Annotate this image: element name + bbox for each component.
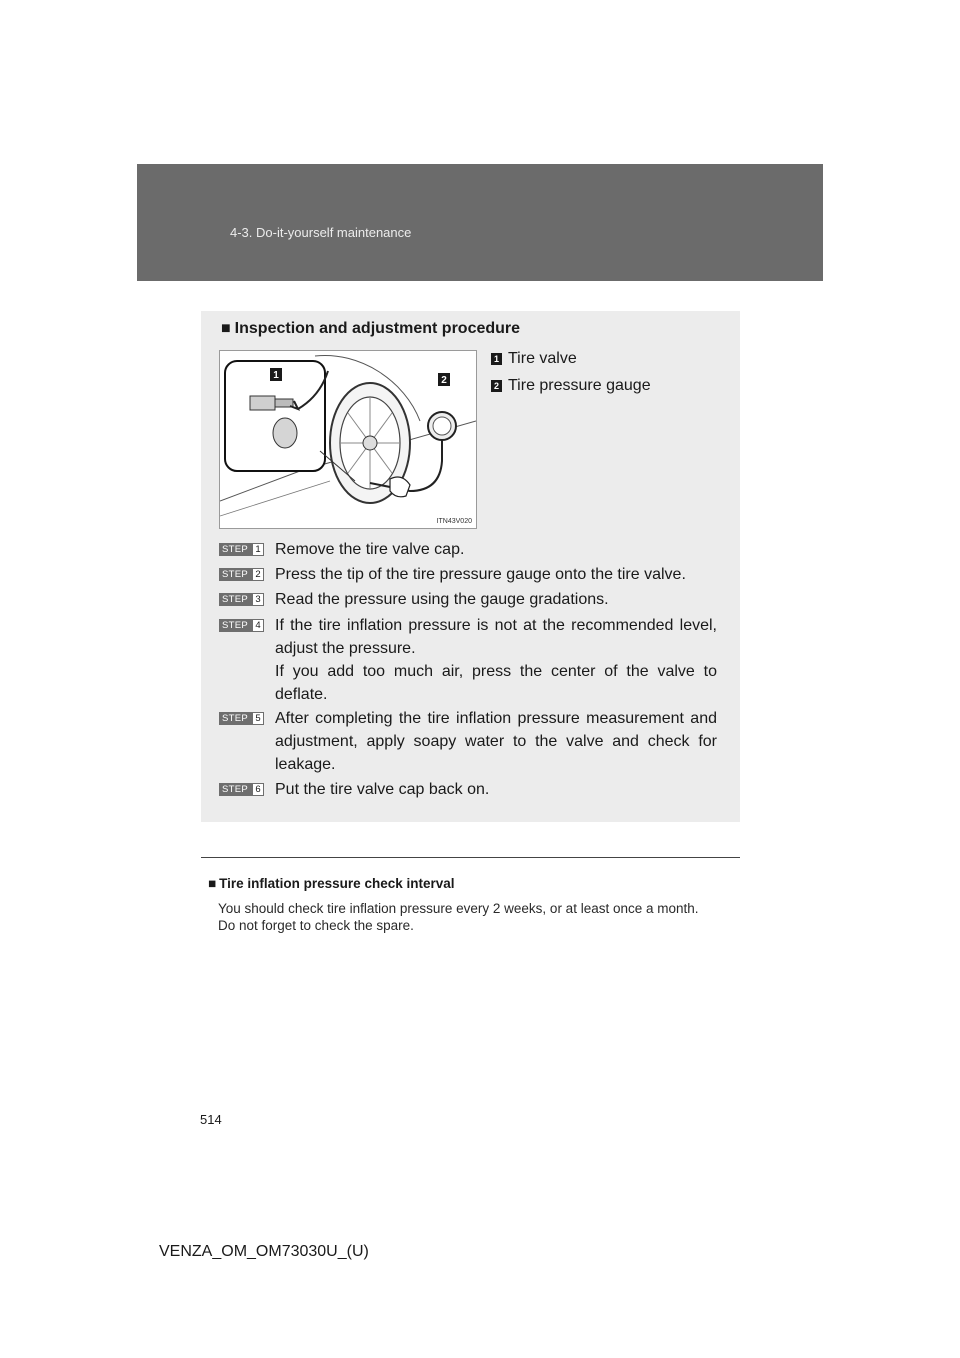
legend-badge-1: 1 bbox=[491, 353, 502, 365]
step-text: After completing the tire inflation pressure measurement and adjustment, apply soapy water to the valve and check for leakage. bbox=[275, 710, 717, 773]
callout-1: 1 bbox=[273, 370, 279, 381]
note-heading bbox=[208, 876, 455, 891]
step-text: If the tire inflation pressure is not at the recommended level, adjust the pressure. bbox=[275, 617, 717, 657]
step-3 bbox=[219, 588, 717, 611]
step-tag: STEP 5 bbox=[219, 712, 264, 725]
illustration-drawing bbox=[220, 351, 476, 528]
callout-2: 2 bbox=[441, 375, 447, 386]
step-text: Put the tire valve cap back on. bbox=[275, 781, 490, 798]
note-marker: ■ bbox=[208, 876, 217, 891]
procedure-heading-text: Inspection and adjustment procedure bbox=[234, 320, 521, 337]
step-text: Remove the tire valve cap. bbox=[275, 541, 465, 558]
step-tag: STEP 2 bbox=[219, 568, 264, 581]
step-subtext: If you add too much air, press the center of the valve to deflate. bbox=[275, 663, 717, 703]
page-number: 514 bbox=[200, 1112, 222, 1127]
legend-tire-valve bbox=[491, 350, 577, 368]
step-6 bbox=[219, 778, 717, 801]
step-tag: STEP 4 bbox=[219, 619, 264, 632]
step-2 bbox=[219, 563, 717, 586]
legend-badge-2: 2 bbox=[491, 380, 502, 392]
step-5 bbox=[219, 707, 717, 776]
header-band bbox=[137, 164, 823, 281]
note-line-1: You should check tire inflation pressure every 2 weeks, or at least once a month. bbox=[218, 901, 699, 916]
legend-label-1: Tire valve bbox=[508, 350, 577, 367]
step-text: Read the pressure using the gauge gradations. bbox=[275, 591, 609, 608]
heading-marker: ■ bbox=[221, 320, 231, 337]
legend-label-2: Tire pressure gauge bbox=[508, 377, 651, 394]
step-tag: STEP 6 bbox=[219, 783, 264, 796]
figure-code: ITN43V020 bbox=[436, 518, 472, 525]
note-heading-text: Tire inflation pressure check interval bbox=[219, 876, 455, 891]
step-1 bbox=[219, 538, 717, 561]
step-tag: STEP 1 bbox=[219, 543, 264, 556]
section-divider bbox=[201, 857, 740, 858]
step-tag: STEP 3 bbox=[219, 593, 264, 606]
note-line-2: Do not forget to check the spare. bbox=[218, 918, 414, 933]
procedure-heading bbox=[221, 320, 520, 338]
note-body bbox=[218, 900, 738, 934]
section-title: 4-3. Do-it-yourself maintenance bbox=[230, 225, 412, 240]
document-code: VENZA_OM_OM73030U_(U) bbox=[159, 1243, 369, 1260]
legend-pressure-gauge bbox=[491, 377, 651, 395]
step-4 bbox=[219, 614, 717, 706]
tire-valve-illustration bbox=[219, 350, 477, 529]
step-text: Press the tip of the tire pressure gauge onto the tire valve. bbox=[275, 566, 686, 583]
